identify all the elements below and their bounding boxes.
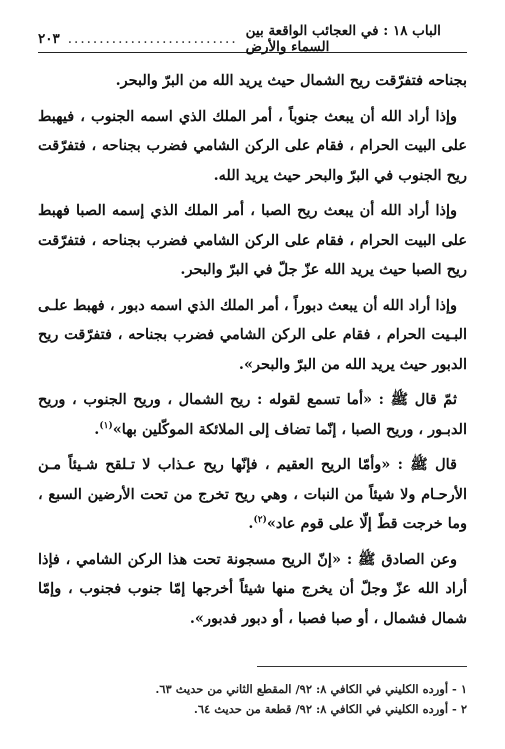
footnote-2: ٢ - أورده الكليني في الكافي ٨: ٩٢/ قطعة من حديث ٦٤.	[193, 702, 467, 716]
paragraph-2: وإذا أراد الله أن يبعث جنوباً ، أمر الملك الذي اسمه الجنوب ، فيهبط على البيت الحرام ، فقام على الركن الشامي فضرب بجناحه ، فتفرّقت ريح الجنوب في البرّ والبحر حيث يريد الله.	[38, 107, 467, 184]
paragraph-5: ثمّ قال ﷺ : «أما تسمع لقوله : ريح الشمال ، وريح الجنوب ، وريح الدبـور ، وريح الصبا ، إنّما تضاف إلى الملائكة الموكّلين بها»$^{(١)}$.	[38, 391, 467, 438]
paragraph-6: قال ﷺ : «وأمّا الريح العقيم ، فإنّها ريح عـذاب لا تـلقح شـيئاً مـن الأرحـام ولا شيئاً من النبات ، وهي ريح تخرج من تحت الأرضين السبع ، وما خرجت قطّ إلّا على قوم عاد»$^{(٢)}$.	[38, 456, 467, 532]
page-body	[38, 66, 467, 639]
paragraph-7: وعن الصادق ﷺ : «إنّ الريح مسجونة تحت هذا الركن الشامي ، فإذا أراد الله عزّ وجلّ أن يخرج منها شيئاً أخرجها إمّا جنوب فجنوب ، وإمّا شمال فشمال ، أو صبا فصبا ، أو دبور فدبور».	[38, 550, 467, 627]
footnote-1: ١ - أورده الكليني في الكافي ٨: ٩٢/ المقطع الثاني من حديث ٦٣.	[155, 682, 467, 696]
chapter-title: الباب ١٨ : في العجائب الواقعة بين السماء والأرض	[245, 23, 441, 55]
footnote-marker-2[interactable]: (٢)	[253, 515, 267, 526]
paragraph-1: بجناحه فتفرّقت ريح الشمال حيث يريد الله من البرّ والبحر.	[115, 72, 467, 89]
footnotes	[38, 679, 467, 719]
paragraph-4: وإذا أراد الله أن يبعث دبوراً ، أمر الملك الذي اسمه دبور ، فهبط علـى البـيت الحرام ، فقام على الركن الشامي فضرب بجناحه ، فتفرّقت ريح الدبور حيث يريد الله من البرّ والبحر».	[38, 296, 467, 373]
page-number: ٢٠٣	[38, 31, 60, 47]
footnote-separator	[257, 666, 467, 667]
header-dot-leader: ...........................	[67, 31, 238, 47]
paragraph-3: وإذا أراد الله أن يبعث ريح الصبا ، أمر الملك الذي إسمه الصبا فهبط على البيت الحرام ، فقام على الركن الشامي فضرب بجناحه ، فتفرّقت ريح الصبا حيث يريد الله عزّ جلّ في البرّ والبحر.	[38, 202, 467, 278]
footnote-marker-1[interactable]: (١)	[99, 420, 113, 431]
running-header	[38, 23, 467, 55]
